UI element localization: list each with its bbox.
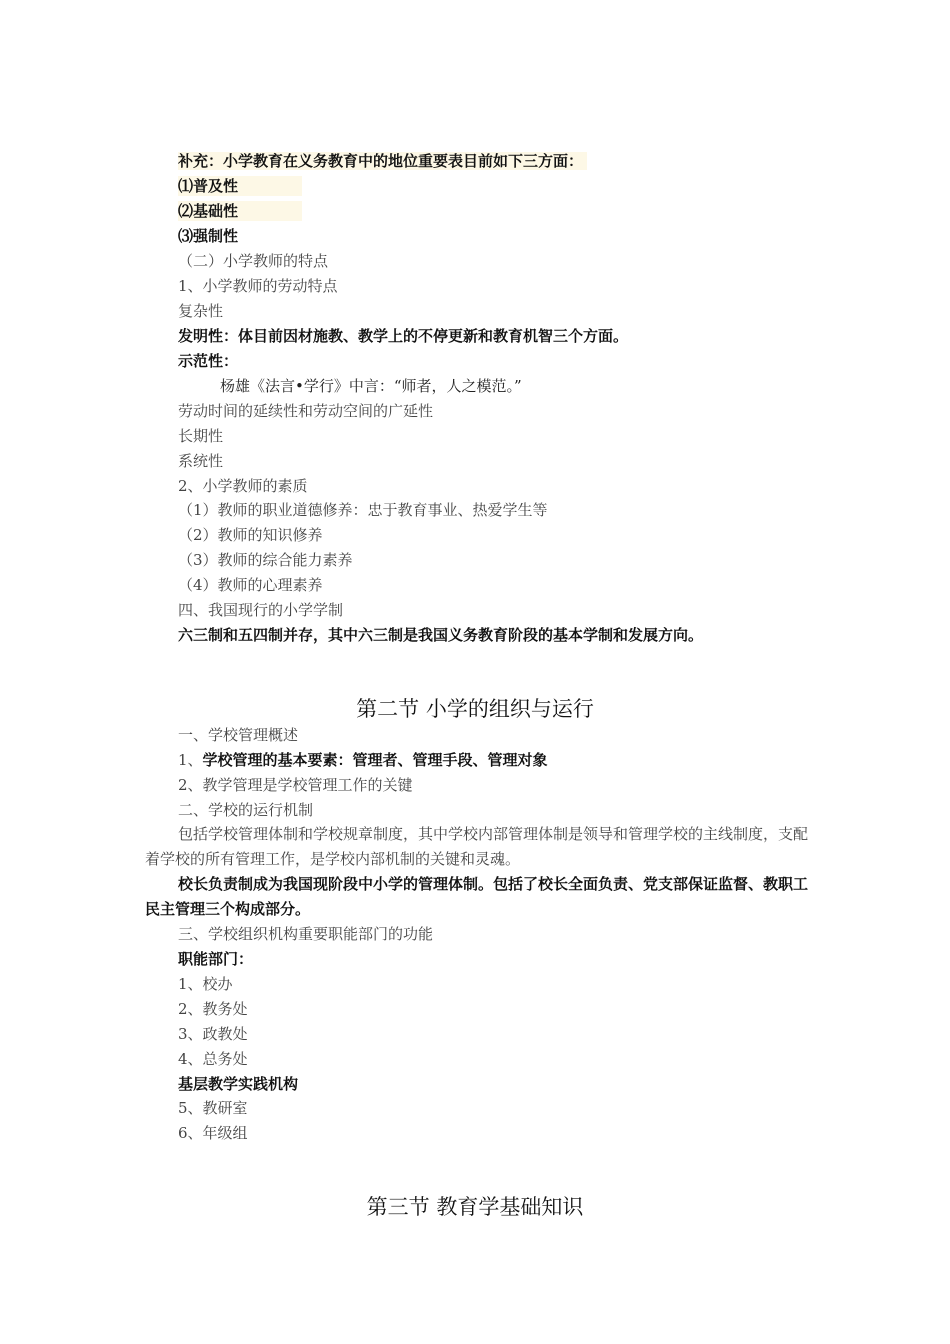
labor-creativity: 发明性：体目前因材施教、教学上的不停更新和教育机智三个方面。 [178, 327, 629, 345]
labor-systematic: 系统性 [178, 452, 224, 470]
labor-time-space: 劳动时间的延续性和劳动空间的广延性 [178, 402, 434, 420]
teacher-section-heading: （二）小学教师的特点 [178, 252, 329, 270]
supplement-item-3: ⑶强制性 [178, 227, 239, 245]
section-2-title: 第二节 小学的组织与运行 [356, 697, 594, 721]
quality-item: （2）教师的知识修养 [178, 526, 323, 544]
labor-exemplary: 示范性： [178, 352, 239, 370]
section-3-title: 第三节 教育学基础知识 [366, 1195, 584, 1219]
school-system-heading: 四、我国现行的小学学制 [178, 601, 344, 619]
functional-item: 3、政教处 [178, 1025, 248, 1043]
labor-long-term: 长期性 [178, 427, 224, 445]
quality-item: （3）教师的综合能力素养 [178, 551, 353, 569]
supplement-item-2: ⑵基础性 [178, 201, 302, 221]
labor-complexity: 复杂性 [178, 302, 224, 320]
mgmt-item-2: 2、教学管理是学校管理工作的关键 [178, 776, 413, 794]
mgmt-heading: 一、学校管理概述 [178, 726, 299, 744]
mechanism-paragraph: 包括学校管理体制和学校规章制度，其中学校内部管理体制是领导和管理学校的主线制度，支配着学校的所有管理工作，是学校内部机制的关键和灵魂。 [145, 825, 809, 868]
exemplary-quote: 杨雄《法言•学行》中言：“师者，人之模范。” [220, 377, 522, 395]
quality-item: （4）教师的心理素养 [178, 576, 323, 594]
functional-label: 职能部门： [178, 950, 254, 968]
labor-heading: 1、小学教师的劳动特点 [178, 277, 338, 295]
grassroots-item: 6、年级组 [178, 1124, 248, 1142]
grassroots-label: 基层教学实践机构 [178, 1075, 299, 1093]
quality-item: （1）教师的职业道德修养：忠于教育事业、热爱学生等 [178, 501, 548, 519]
functional-item: 4、总务处 [178, 1050, 248, 1068]
school-system-text: 六三制和五四制并存，其中六三制是我国义务教育阶段的基本学制和发展方向。 [178, 626, 704, 644]
grassroots-item: 5、教研室 [178, 1099, 248, 1117]
functional-item: 2、教务处 [178, 1000, 248, 1018]
departments-heading: 三、学校组织机构重要职能部门的功能 [178, 925, 434, 943]
mechanism-heading: 二、学校的运行机制 [178, 801, 314, 819]
functional-item: 1、校办 [178, 975, 233, 993]
quality-heading: 2、小学教师的素质 [178, 477, 308, 495]
principal-paragraph: 校长负责制成为我国现阶段中小学的管理体制。包括了校长全面负责、党支部保证监督、教职工民主管理三个构成部分。 [145, 875, 809, 918]
supplement-title: 补充：小学教育在义务教育中的地位重要表目前如下三方面： [178, 151, 587, 171]
mgmt-item-1: 1、学校管理的基本要素：管理者、管理手段、管理对象 [178, 751, 548, 769]
supplement-item-1: ⑴普及性 [178, 176, 302, 196]
